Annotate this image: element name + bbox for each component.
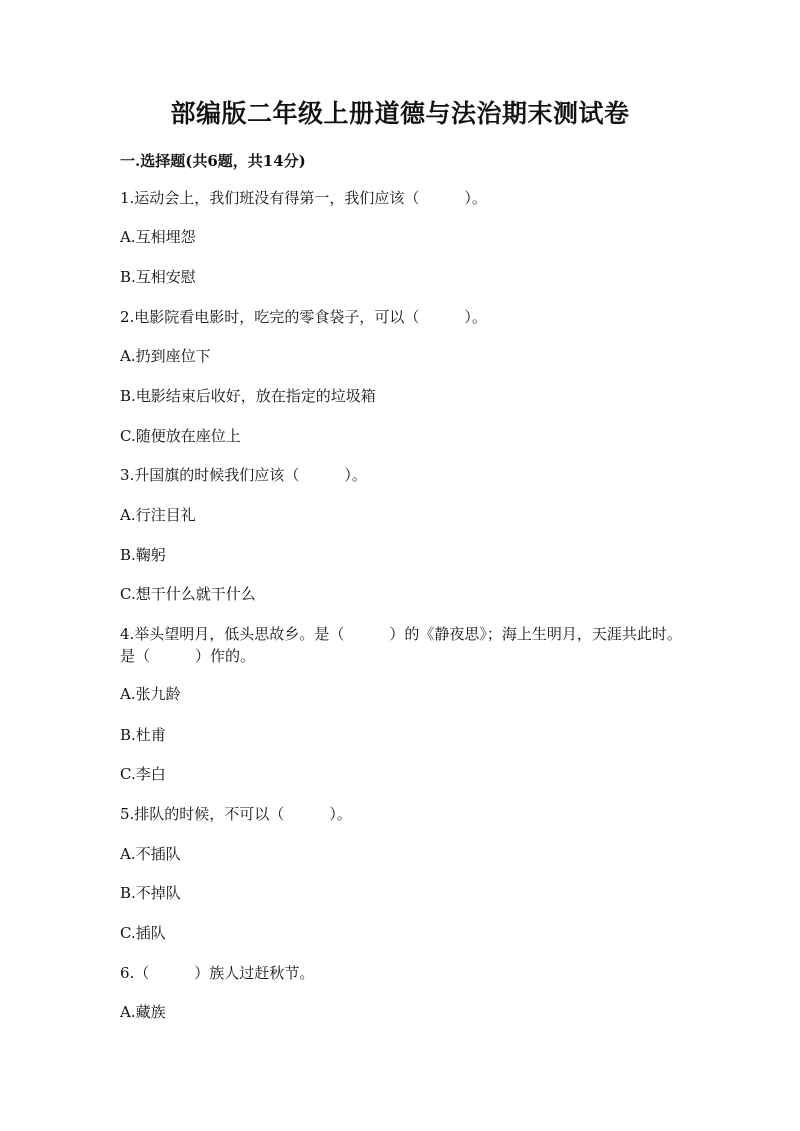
question-1-stem: 1.运动会上，我们班没有得第一，我们应该（ ）。 bbox=[120, 189, 487, 207]
question-3-option-b: B.鞠躬 bbox=[120, 546, 166, 564]
question-4-option-a: A.张九龄 bbox=[120, 685, 181, 703]
question-4-option-c: C.李白 bbox=[120, 765, 166, 783]
question-4-option-b: B.杜甫 bbox=[120, 726, 166, 744]
question-3-option-c: C.想干什么就干什么 bbox=[120, 585, 256, 603]
question-5-option-b: B.不掉队 bbox=[120, 884, 181, 902]
question-3-stem: 3.升国旗的时候我们应该（ ）。 bbox=[120, 466, 367, 484]
section-heading: 一.选择题(共6题，共14分) bbox=[120, 152, 306, 170]
question-6-option-a: A.藏族 bbox=[120, 1003, 166, 1021]
question-6-stem: 6.（ ）族人过赶秋节。 bbox=[120, 964, 315, 982]
question-1-option-a: A.互相埋怨 bbox=[120, 228, 196, 246]
question-3-option-a: A.行注目礼 bbox=[120, 506, 196, 524]
question-1-option-b: B.互相安慰 bbox=[120, 268, 196, 286]
question-2-stem: 2.电影院看电影时，吃完的零食袋子，可以（ ）。 bbox=[120, 308, 487, 326]
question-5-option-c: C.插队 bbox=[120, 924, 166, 942]
question-2-option-c: C.随便放在座位上 bbox=[120, 427, 241, 445]
question-5-stem: 5.排队的时候，不可以（ ）。 bbox=[120, 805, 352, 823]
question-5-option-a: A.不插队 bbox=[120, 845, 181, 863]
question-2-option-b: B.电影结束后收好，放在指定的垃圾箱 bbox=[120, 387, 376, 405]
question-4-stem: 4.举头望明月，低头思故乡。是（ ）的《静夜思》；海上生明月，天涯共此时。是（ ）作的。 bbox=[120, 625, 682, 665]
page-title: 部编版二年级上册道德与法治期末测试卷 bbox=[170, 99, 630, 128]
question-2-option-a: A.扔到座位下 bbox=[120, 347, 211, 365]
